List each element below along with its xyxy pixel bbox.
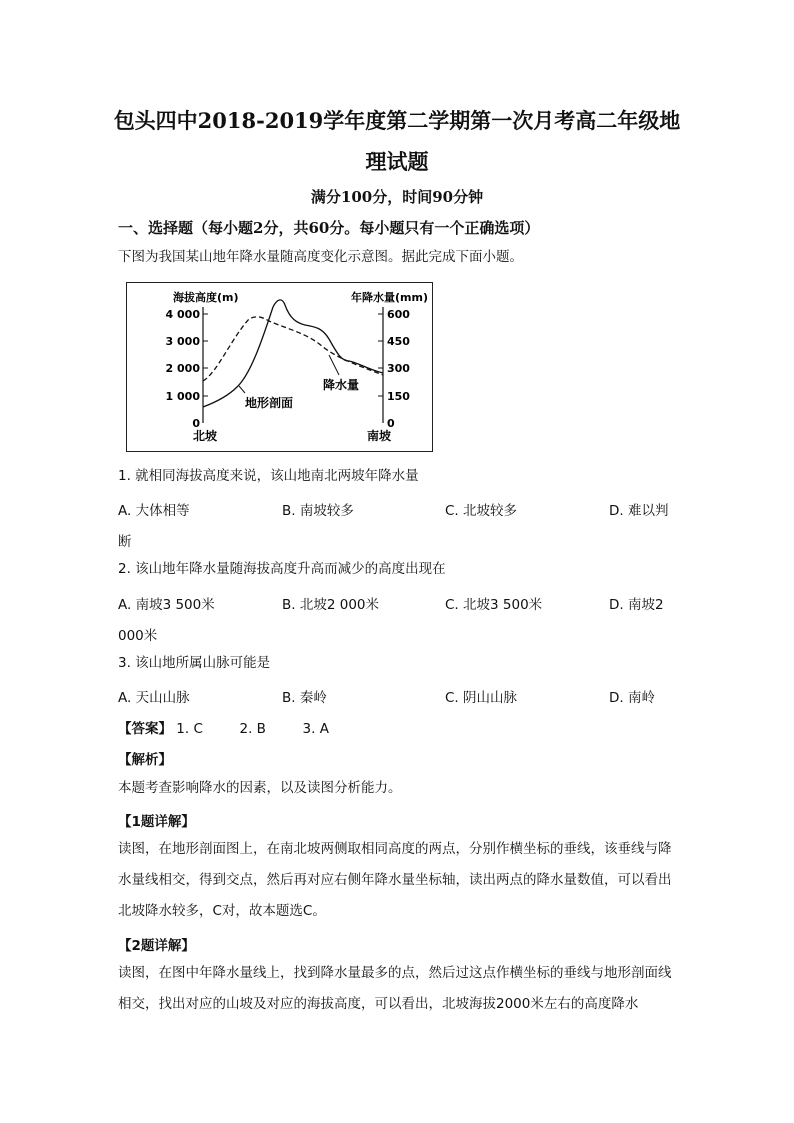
question-1-option-a: A. 大体相等 [118,503,190,519]
right-tick-150: 150 [387,390,410,403]
right-tick-600: 600 [387,308,410,321]
figure-intro: 下图为我国某山地年降水量随高度变化示意图。据此完成下面小题。 [118,249,523,265]
answer-item-3: 3. A [302,721,329,737]
question-3-option-a: A. 天山山脉 [118,690,190,706]
north-slope-label: 北坡 [193,429,218,443]
question-1-option-d-wrap: 断 [118,534,132,550]
question-1-detail-text: 读图，在地形剖面图上，在南北坡两侧取相同高度的两点，分别作横坐标的垂线，该垂线与降水量线相交，得到交点，然后再对应右侧年降水量坐标轴，读出两点的降水量数值，可以看出北坡降水较多，C对，故本题选C。 [118,841,672,919]
question-3-option-c: C. 阴山山脉 [445,690,518,706]
precipitation-label: 降水量 [323,378,360,392]
question-2-detail-label: 【2题详解】 [118,938,195,954]
left-axis-label: 海拔高度(m) [173,291,239,304]
precipitation-line [203,317,383,381]
answer-row [118,717,329,737]
answer-item-1: 1. C [176,721,203,737]
terrain-profile-label: 地形剖面 [245,396,294,410]
analysis-text: 本题考查影响降水的因素，以及读图分析能力。 [118,780,402,796]
answer-item-2: 2. B [239,721,266,737]
right-tick-300: 300 [387,362,410,375]
left-tick-3000: 3 000 [165,335,200,348]
exam-info: 满分100分，时间90分钟 [310,188,484,206]
question-1-detail-label: 【1题详解】 [118,814,195,830]
question-1-option-c: C. 北坡较多 [445,503,518,519]
analysis-label: 【解析】 [118,752,172,768]
right-tick-450: 450 [387,335,410,348]
question-3-option-d: D. 南岭 [609,690,655,706]
question-3-stem: 3. 该山地所属山脉可能是 [118,655,271,671]
question-1-stem: 1. 就相同海拔高度来说，该山地南北两坡年降水量 [118,468,419,484]
document-title-line2: 理试题 [365,149,429,174]
precipitation-elevation-figure [126,282,433,452]
left-tick-1000: 1 000 [165,390,200,403]
left-tick-4000: 4 000 [165,308,200,321]
precip-label-leader [329,355,339,375]
question-1-option-b: B. 南坡较多 [282,503,354,519]
question-2-detail-text: 读图，在图中年降水量线上，找到降水量最多的点，然后过这点作横坐标的垂线与地形剖面线相交，找出对应的山坡及对应的海拔高度，可以看出，北坡海拔2000米左右的高度降水 [118,965,672,1012]
question-2-option-a: A. 南坡3 500米 [118,597,215,613]
right-tick-0: 0 [387,417,395,430]
south-slope-label: 南坡 [367,429,392,443]
question-2-option-c: C. 北坡3 500米 [445,597,543,613]
terrain-label-leader [239,386,245,393]
left-tick-2000: 2 000 [165,362,200,375]
section-heading: 一、选择题（每小题2分，共60分。每小题只有一个正确选项） [118,219,540,237]
question-2-option-d-wrap: 000米 [118,628,158,644]
question-3-option-b: B. 秦岭 [282,690,327,706]
question-1-option-d: D. 难以判 [609,503,669,519]
right-axis-label: 年降水量(mm) [351,291,428,304]
question-2-stem: 2. 该山地年降水量随海拔高度升高而减少的高度出现在 [118,561,446,577]
answer-label: 【答案】 [118,721,172,737]
document-title-line1: 包头四中2018-2019学年度第二学期第一次月考高二年级地 [113,108,681,133]
question-2-option-b: B. 北坡2 000米 [282,597,379,613]
question-2-option-d: D. 南坡2 [609,597,664,613]
left-tick-0: 0 [192,417,200,430]
